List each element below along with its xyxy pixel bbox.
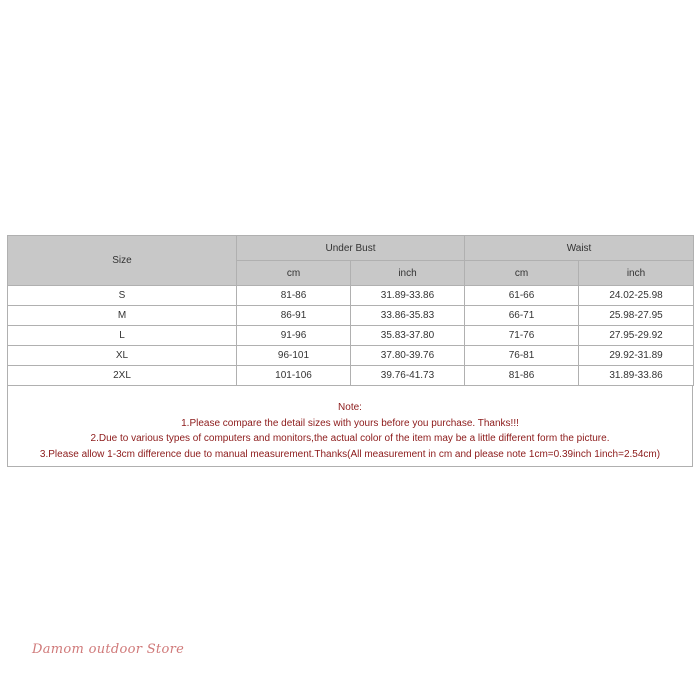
size-column-header: Size [8, 236, 237, 286]
note-line-1: 1.Please compare the detail sizes with yours before you purchase. Thanks!!! [181, 417, 519, 429]
table-row [8, 306, 694, 326]
table-row [8, 326, 694, 346]
bust-cm-cell: 81-86 [237, 286, 351, 306]
bust-inch-cell: 31.89-33.86 [351, 286, 465, 306]
bust-cm-header: cm [237, 261, 351, 286]
size-cell: L [8, 326, 237, 346]
size-cell: XL [8, 346, 237, 366]
waist-cm-cell: 61-66 [465, 286, 579, 306]
waist-inch-header: inch [579, 261, 694, 286]
table-row [8, 366, 694, 386]
size-table [7, 235, 694, 386]
bust-cm-cell: 101-106 [237, 366, 351, 386]
bust-cm-cell: 96-101 [237, 346, 351, 366]
size-chart [7, 235, 693, 467]
table-row [8, 286, 694, 306]
bust-inch-cell: 39.76-41.73 [351, 366, 465, 386]
bust-inch-cell: 37.80-39.76 [351, 346, 465, 366]
waist-inch-cell: 24.02-25.98 [579, 286, 694, 306]
store-watermark: Damom outdoor Store [32, 642, 185, 657]
waist-cm-header: cm [465, 261, 579, 286]
note-line-2: 2.Due to various types of computers and monitors,the actual color of the item may be a little different form the picture. [90, 433, 610, 445]
notes-box [7, 386, 693, 467]
bust-cm-cell: 86-91 [237, 306, 351, 326]
table-row [8, 346, 694, 366]
waist-inch-cell: 31.89-33.86 [579, 366, 694, 386]
bust-cm-cell: 91-96 [237, 326, 351, 346]
waist-cm-cell: 76-81 [465, 346, 579, 366]
note-line-3: 3.Please allow 1-3cm difference due to manual measurement.Thanks(All measurement in cm and please note 1cm=0.39inch 1inch=2.54cm) [39, 448, 661, 460]
under-bust-header: Under Bust [237, 236, 465, 261]
bust-inch-cell: 33.86-35.83 [351, 306, 465, 326]
waist-inch-cell: 29.92-31.89 [579, 346, 694, 366]
waist-cm-cell: 71-76 [465, 326, 579, 346]
bust-inch-header: inch [351, 261, 465, 286]
size-cell: S [8, 286, 237, 306]
waist-inch-cell: 27.95-29.92 [579, 326, 694, 346]
waist-inch-cell: 25.98-27.95 [579, 306, 694, 326]
size-cell: M [8, 306, 237, 326]
waist-header: Waist [465, 236, 694, 261]
bust-inch-cell: 35.83-37.80 [351, 326, 465, 346]
waist-cm-cell: 81-86 [465, 366, 579, 386]
note-title: Note: [338, 402, 362, 413]
size-cell: 2XL [8, 366, 237, 386]
waist-cm-cell: 66-71 [465, 306, 579, 326]
